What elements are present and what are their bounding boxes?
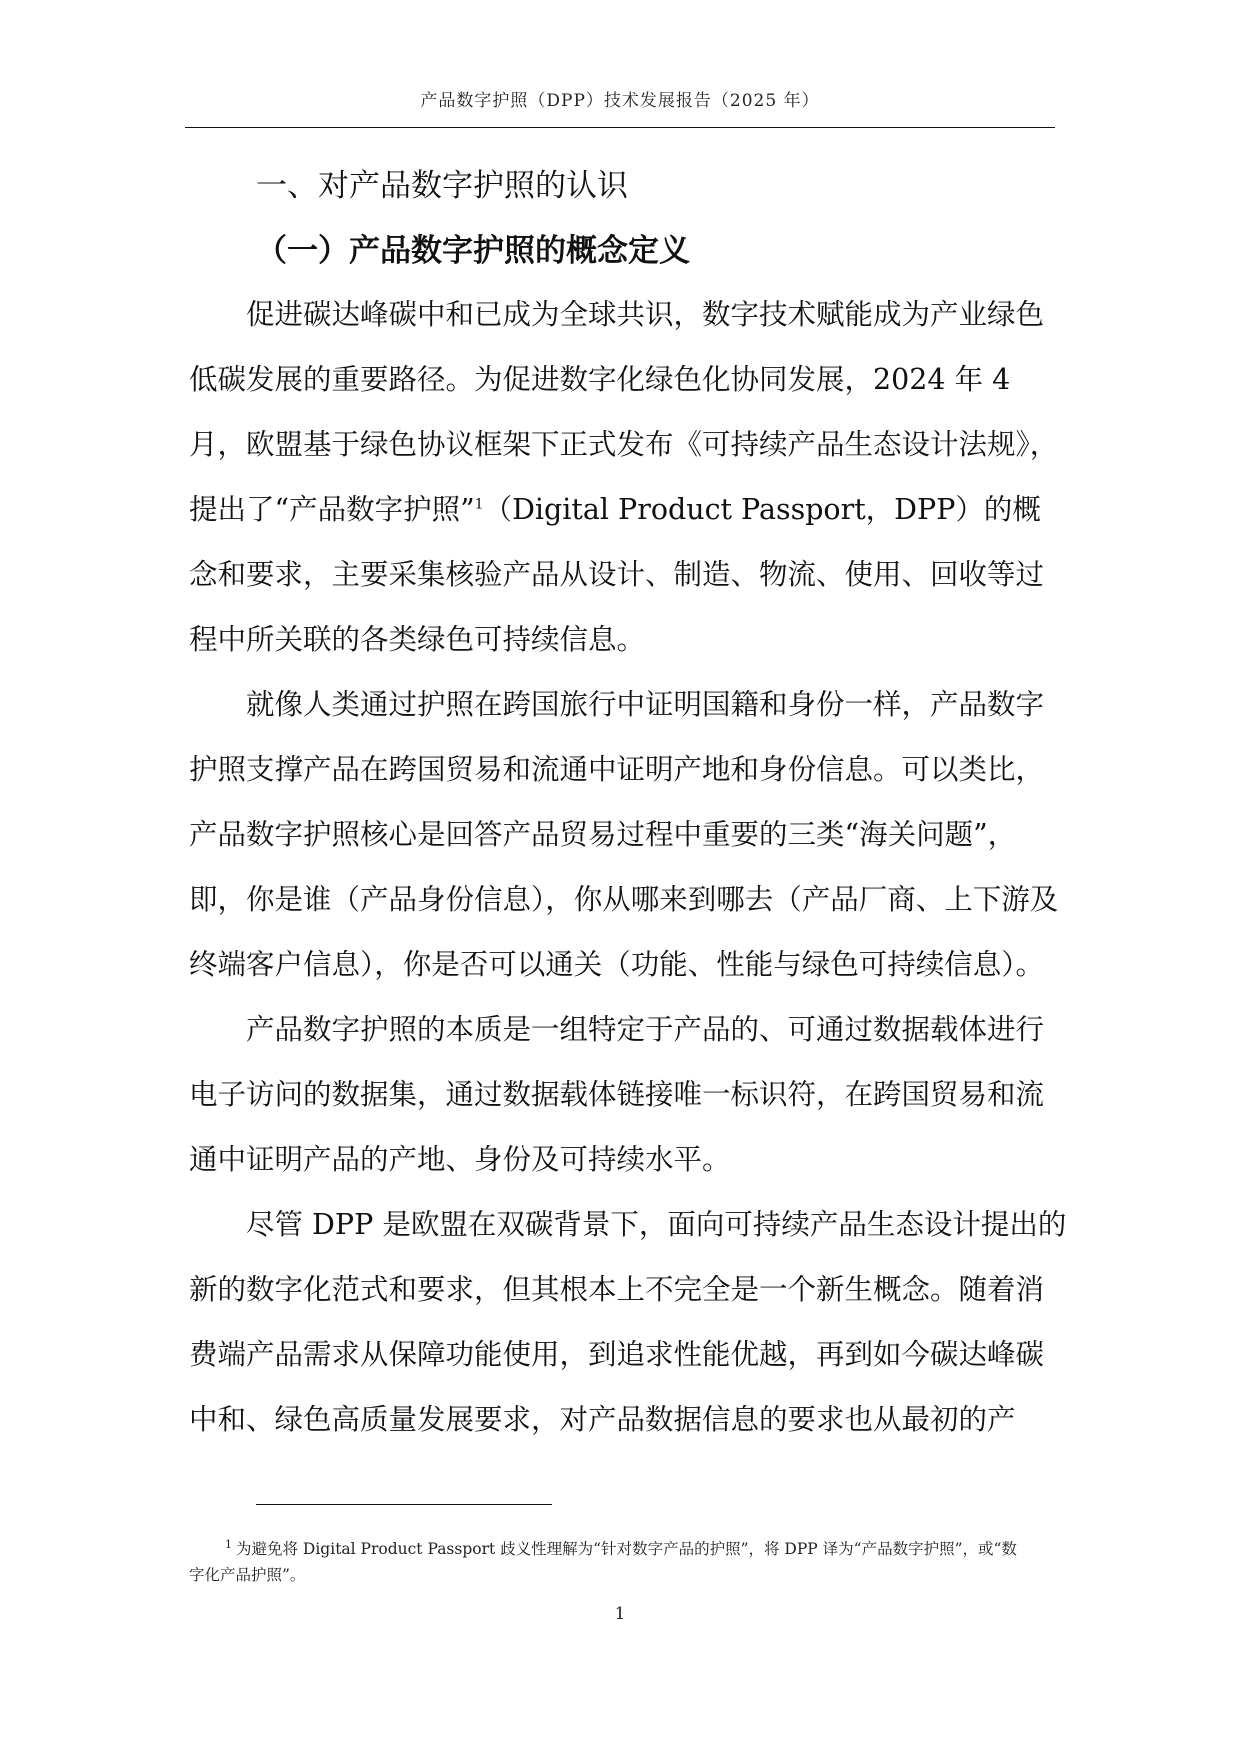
footnote-reference[interactable]: 1 (474, 496, 484, 513)
paragraph-1-text-b: （Digital Product Passport，DPP）的概念和要求，主要采集核验产品从设计、制造、物流、使用、回收等过程中所关联的各类绿色可持续信息。 (189, 493, 1045, 656)
footnote-text: 为避免将 Digital Product Passport 歧义性理解为“针对数字产品的护照”，将 DPP 译为“产品数字护照”，或“数字化产品护照”。 (189, 1540, 1017, 1584)
paragraph-4: 尽管 DPP 是欧盟在双碳背景下，面向可持续产品生态设计提出的新的数字化范式和要求，但其根本上不完全是一个新生概念。随着消费端产品需求从保障功能使用，到追求性能优越，再到如今碳达峰碳中和、绿色高质量发展要求，对产品数据信息的要求也从最初的产 (189, 1208, 1067, 1436)
subsection-title: （一）产品数字护照的概念定义 (256, 233, 690, 269)
body-text (189, 282, 1069, 1452)
footnote-divider (256, 1504, 552, 1505)
paragraph-3: 产品数字护照的本质是一组特定于产品的、可通过数据载体进行电子访问的数据集，通过数据载体链接唯一标识符，在跨国贸易和流通中证明产品的产地、身份及可持续水平。 (189, 1013, 1045, 1176)
paragraph-1 (189, 282, 1069, 672)
paragraph-1-text-a: 促进碳达峰碳中和已成为全球共识，数字技术赋能成为产业绿色低碳发展的重要路径。为促进数字化绿色化协同发展，2024 年 4 月，欧盟基于绿色协议框架下正式发布《可持续产品生态设计法规》，提出了“产品数字护照” (189, 298, 1059, 526)
section-title: 一、对产品数字护照的认识 (256, 168, 628, 204)
header-divider (185, 127, 1055, 128)
footnote (189, 1536, 1029, 1588)
page-number: 1 (614, 1604, 626, 1624)
footnote-mark: 1 (225, 1537, 232, 1551)
running-header: 产品数字护照（DPP）技术发展报告（2025 年） (420, 91, 820, 111)
paragraph-2: 就像人类通过护照在跨国旅行中证明国籍和身份一样，产品数字护照支撑产品在跨国贸易和流通中证明产地和身份信息。可以类比，产品数字护照核心是回答产品贸易过程中重要的三类“海关问题”，即，你是谁（产品身份信息），你从哪来到哪去（产品厂商、上下游及终端客户信息），你是否可以通关（功能、性能与绿色可持续信息）。 (189, 688, 1059, 981)
